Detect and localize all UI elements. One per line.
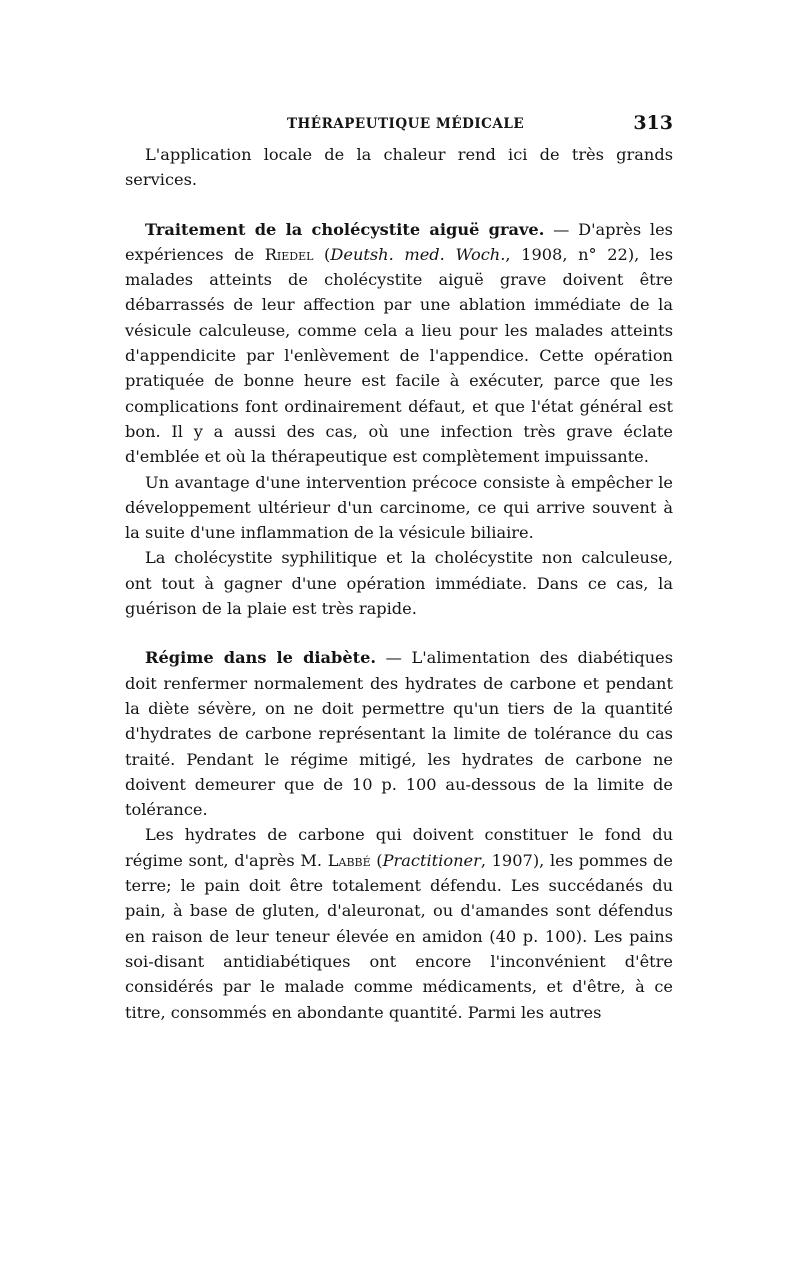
paragraph-text: , 1908, n° 22), les malades atteints de cholécystite aiguë grave doivent être débarrassés de leur affection par une ablation immédiate de la vésicule calculeuse, comme cela a lieu pour les malades atteints d'appendicite par l'enlèvement de l'appendice. Cette opération pratiquée de bonne heure est facile à exécuter, parce que les complications font ordinairement défaut, et que l'état général est bon. Il y a aussi des cas, où une infection très grave éclate d'emblée et où la thérapeutique est complètement impuissante. xyxy=(125,244,673,467)
paragraph-text: ( xyxy=(370,850,383,870)
paragraph-text: , 1907), les pommes de terre; le pain doit être totalement défendu. Les succédanés du pain, à base de gluten, d'aleuronat, ou d'amandes sont défendus en raison de leur teneur élevée en amidon (40 p. 100). Les pains soi-disant antidiabétiques ont encore l'inconvénient d'être considérés par le malade comme médicaments, et d'être, à ce titre, consommés en abondante quantité. Parmi les autres xyxy=(125,850,673,1022)
book-page xyxy=(125,112,673,1025)
paragraph xyxy=(125,470,673,546)
section-paragraph xyxy=(125,645,673,822)
section-heading: Traitement de la cholécystite aiguë grave. xyxy=(145,219,545,239)
section-gap xyxy=(125,193,673,217)
author-name: Labbé xyxy=(327,850,371,870)
paragraph-text: L'application locale de la chaleur rend ici de très grands services. xyxy=(125,145,673,190)
section-gap xyxy=(125,621,673,645)
paragraph-text: — D'après les expériences de xyxy=(125,219,673,264)
paragraph-text: Un avantage d'une intervention précoce consiste à empêcher le développement ultérieur d'un carcinome, ce qui arrive souvent à la suite d'une inflammation de la vésicule biliaire. xyxy=(125,472,673,543)
author-name: Riedel xyxy=(264,244,314,264)
paragraph-text: Les hydrates de carbone qui doivent constituer le fond du régime sont, d'après M. xyxy=(125,825,673,870)
paragraph xyxy=(125,142,673,193)
running-head xyxy=(125,112,673,138)
paragraph xyxy=(125,545,673,621)
page-number: 313 xyxy=(633,112,673,134)
section-paragraph xyxy=(125,217,673,470)
running-title: THÉRAPEUTIQUE MÉDICALE xyxy=(287,116,525,132)
section-heading: Régime dans le diabète. xyxy=(145,648,377,668)
paragraph-text: — L'alimentation des diabétiques doit renfermer normalement des hydrates de carbone et pendant la diète sévère, on ne doit permettre qu'un tiers de la quantité d'hydrates de carbone représentant la limite de tolérance du cas traité. Pendant le régime mitigé, les hydrates de carbone ne doivent demeurer que de 10 p. 100 au-dessous de la limite de tolérance. xyxy=(125,648,674,820)
journal-title: Deutsh. med. Woch. xyxy=(330,244,506,264)
paragraph-text: ( xyxy=(313,244,331,264)
paragraph xyxy=(125,822,673,1024)
journal-title: Practitioner xyxy=(382,850,481,870)
paragraph-text: La cholécystite syphilitique et la cholécystite non calculeuse, ont tout à gagner d'une opération immédiate. Dans ce cas, la guérison de la plaie est très rapide. xyxy=(125,548,673,619)
